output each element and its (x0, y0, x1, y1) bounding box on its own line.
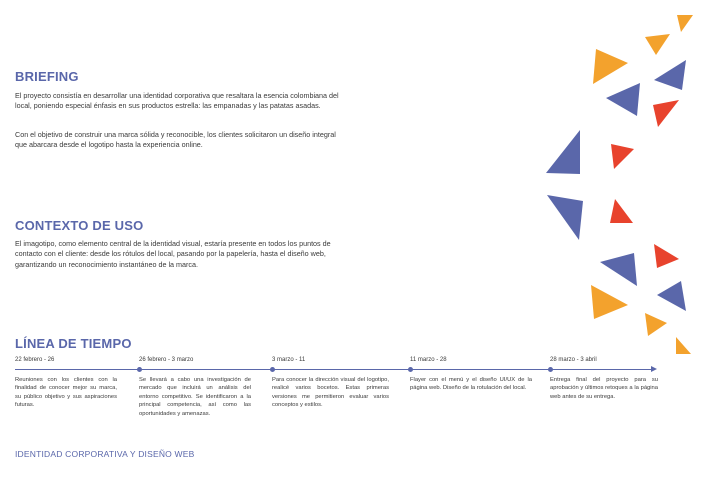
blue-triangle (657, 281, 686, 311)
blue-triangle (547, 195, 583, 240)
orange-triangle (676, 337, 691, 354)
red-triangle (610, 199, 633, 223)
timeline-description: Para conocer la dirección visual del logotipo, realicé varios bocetos. Estas primeras versiones me permitieron evaluar varios conceptos y estilos. (272, 377, 389, 409)
orange-triangle (591, 285, 628, 319)
timeline-title: LÍNEA DE TIEMPO (15, 336, 132, 351)
red-triangle (611, 144, 634, 169)
red-triangle (653, 100, 679, 127)
briefing-paragraph-1: El proyecto consistía en desarrollar una identidad corporativa que resaltara la esencia colombiana del local, poniendo especial énfasis en sus productos estrella: las empanadas y las patatas asadas. (15, 91, 339, 111)
timeline-description: Reuniones con los clientes con la finalidad de conocer mejor su marca, su público objetivo y sus aspiraciones futuras. (15, 377, 117, 409)
timeline-date: 11 marzo - 28 (410, 357, 447, 363)
timeline-marker (270, 367, 275, 372)
timeline-arrow-icon (651, 366, 657, 372)
blue-triangle (654, 60, 686, 90)
timeline-marker (137, 367, 142, 372)
orange-triangle (593, 49, 628, 84)
timeline-marker (408, 367, 413, 372)
red-triangle (654, 244, 679, 268)
footer-label: IDENTIDAD CORPORATIVA Y DISEÑO WEB (15, 449, 195, 459)
blue-triangle (606, 83, 640, 116)
context-title: CONTEXTO DE USO (15, 218, 144, 233)
timeline-axis (15, 369, 653, 370)
timeline-marker (548, 367, 553, 372)
timeline-description: Entrega final del proyecto para su aprobación y últimos retoques a la página web antes de su entrega. (550, 377, 658, 400)
briefing-paragraph-2: Con el objetivo de construir una marca sólida y reconocible, los clientes solicitaron un diseño integral que abarcara desde el logotipo hasta la experiencia online. (15, 130, 336, 150)
timeline-date: 28 marzo - 3 abril (550, 357, 597, 363)
timeline-date: 3 marzo - 11 (272, 357, 306, 363)
timeline-date: 26 febrero - 3 marzo (139, 357, 194, 363)
timeline-description: Se llevará a cabo una investigación de mercado que incluirá un análisis del entorno competitivo. Se identificaron a la principal competencia, así como las oportunidades y amenazas. (139, 377, 251, 417)
blue-triangle (546, 130, 580, 174)
timeline-date: 22 febrero - 26 (15, 357, 55, 363)
context-paragraph: El imagotipo, como elemento central de la identidad visual, estaría presente en todos los puntos de contacto con el cliente: desde los rótulos del local, pasando por la papelería, hasta el diseño web, garantizando un reconocimiento instantáneo de la marca. (15, 239, 331, 269)
timeline-description: Flayer con el menú y el diseño UI/UX de la página web. Diseño de la rotulación del local. (410, 377, 532, 392)
orange-triangle (677, 15, 693, 32)
orange-triangle (645, 313, 667, 336)
blue-triangle (600, 253, 637, 286)
briefing-title: BRIEFING (15, 69, 79, 84)
orange-triangle (645, 34, 670, 55)
